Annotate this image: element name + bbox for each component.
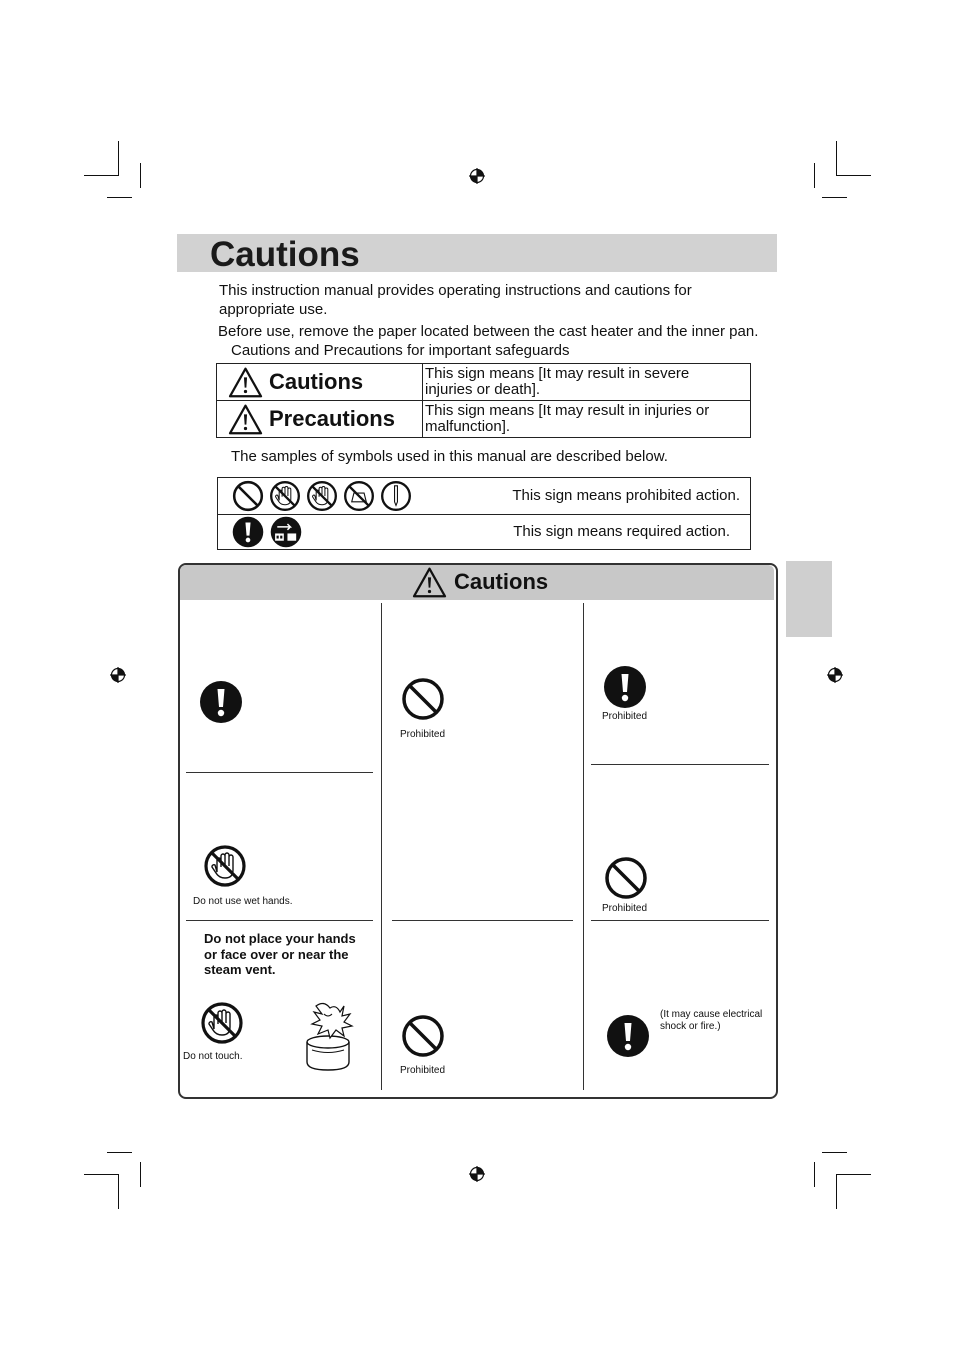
prohibited-icon: [401, 1014, 445, 1058]
do-not-touch-icon: [306, 480, 338, 512]
precautions-heading: Precautions: [269, 406, 395, 431]
required-description: This sign means required action.: [513, 523, 730, 540]
no-water-icon: [343, 480, 375, 512]
required-action-icon: [603, 665, 647, 709]
desc-cell: [423, 401, 751, 438]
intro-paragraph: This instruction manual provides operating instructions and cautions for appropriate use.: [219, 282, 692, 318]
row-divider: [392, 920, 573, 921]
warning-triangle-icon: [228, 404, 263, 435]
prohibited-label: Prohibited: [602, 711, 648, 722]
shock-note: (It may cause electrical shock or fire.): [660, 1009, 763, 1032]
rice-cooker-steam-illustration: [292, 998, 356, 1074]
warning-triangle-icon: [412, 567, 447, 598]
prohibited-label: Prohibited: [602, 903, 648, 914]
row-divider: [591, 764, 769, 765]
registration-mark-icon: [110, 667, 126, 683]
required-action-icon: [199, 680, 243, 724]
prohibited-icon: [232, 480, 264, 512]
prohibited-label: Prohibited: [400, 1065, 446, 1076]
cautions-heading: Cautions: [269, 369, 364, 394]
wet-hands-label: Do not use wet hands.: [193, 896, 293, 907]
precautions-description: This sign means [It may result in injuries or malfunction].: [425, 402, 710, 435]
row-divider: [591, 920, 769, 921]
sign-cell: [217, 364, 423, 401]
registration-mark-icon: [827, 667, 843, 683]
section-tab: [786, 561, 832, 637]
do-not-touch-label: Do not touch.: [183, 1051, 243, 1062]
prohibited-description: This sign means prohibited action.: [512, 487, 740, 504]
page-title: Cautions: [210, 235, 360, 274]
row-divider: [186, 920, 373, 921]
no-disassembly-icon: [380, 480, 412, 512]
cautions-description: This sign means [It may result in severe injuries or death].: [425, 365, 690, 398]
registration-mark-icon: [469, 1166, 485, 1182]
desc-cell: [423, 364, 751, 401]
column-divider: [381, 603, 382, 1090]
no-wet-hands-icon: [269, 480, 301, 512]
symbol-table: [217, 477, 751, 550]
required-action-icon: [606, 1014, 650, 1058]
unplug-icon: [270, 516, 302, 548]
no-wet-hands-icon: [203, 844, 247, 888]
steam-vent-warning: Do not place your hands or face over or near the steam vent.: [204, 931, 356, 977]
sign-cell: [217, 401, 423, 438]
intro-note: Before use, remove the paper located between the cast heater and the inner pan.: [218, 323, 759, 340]
sign-table: [216, 363, 751, 438]
prohibited-icon: [604, 856, 648, 900]
do-not-touch-icon: [200, 1001, 244, 1045]
safeguards-heading: Cautions and Precautions for important safeguards: [231, 342, 570, 359]
required-row: [218, 515, 751, 550]
registration-mark-icon: [469, 168, 485, 184]
required-action-icon: [232, 516, 264, 548]
warning-triangle-icon: [228, 367, 263, 398]
cautions-box-title: Cautions: [454, 569, 549, 594]
symbols-intro: The samples of symbols used in this manual are described below.: [231, 448, 668, 465]
prohibited-row: [218, 478, 751, 515]
column-divider: [583, 603, 584, 1090]
prohibited-icon: [401, 677, 445, 721]
row-divider: [186, 772, 373, 773]
prohibited-label: Prohibited: [400, 729, 446, 740]
